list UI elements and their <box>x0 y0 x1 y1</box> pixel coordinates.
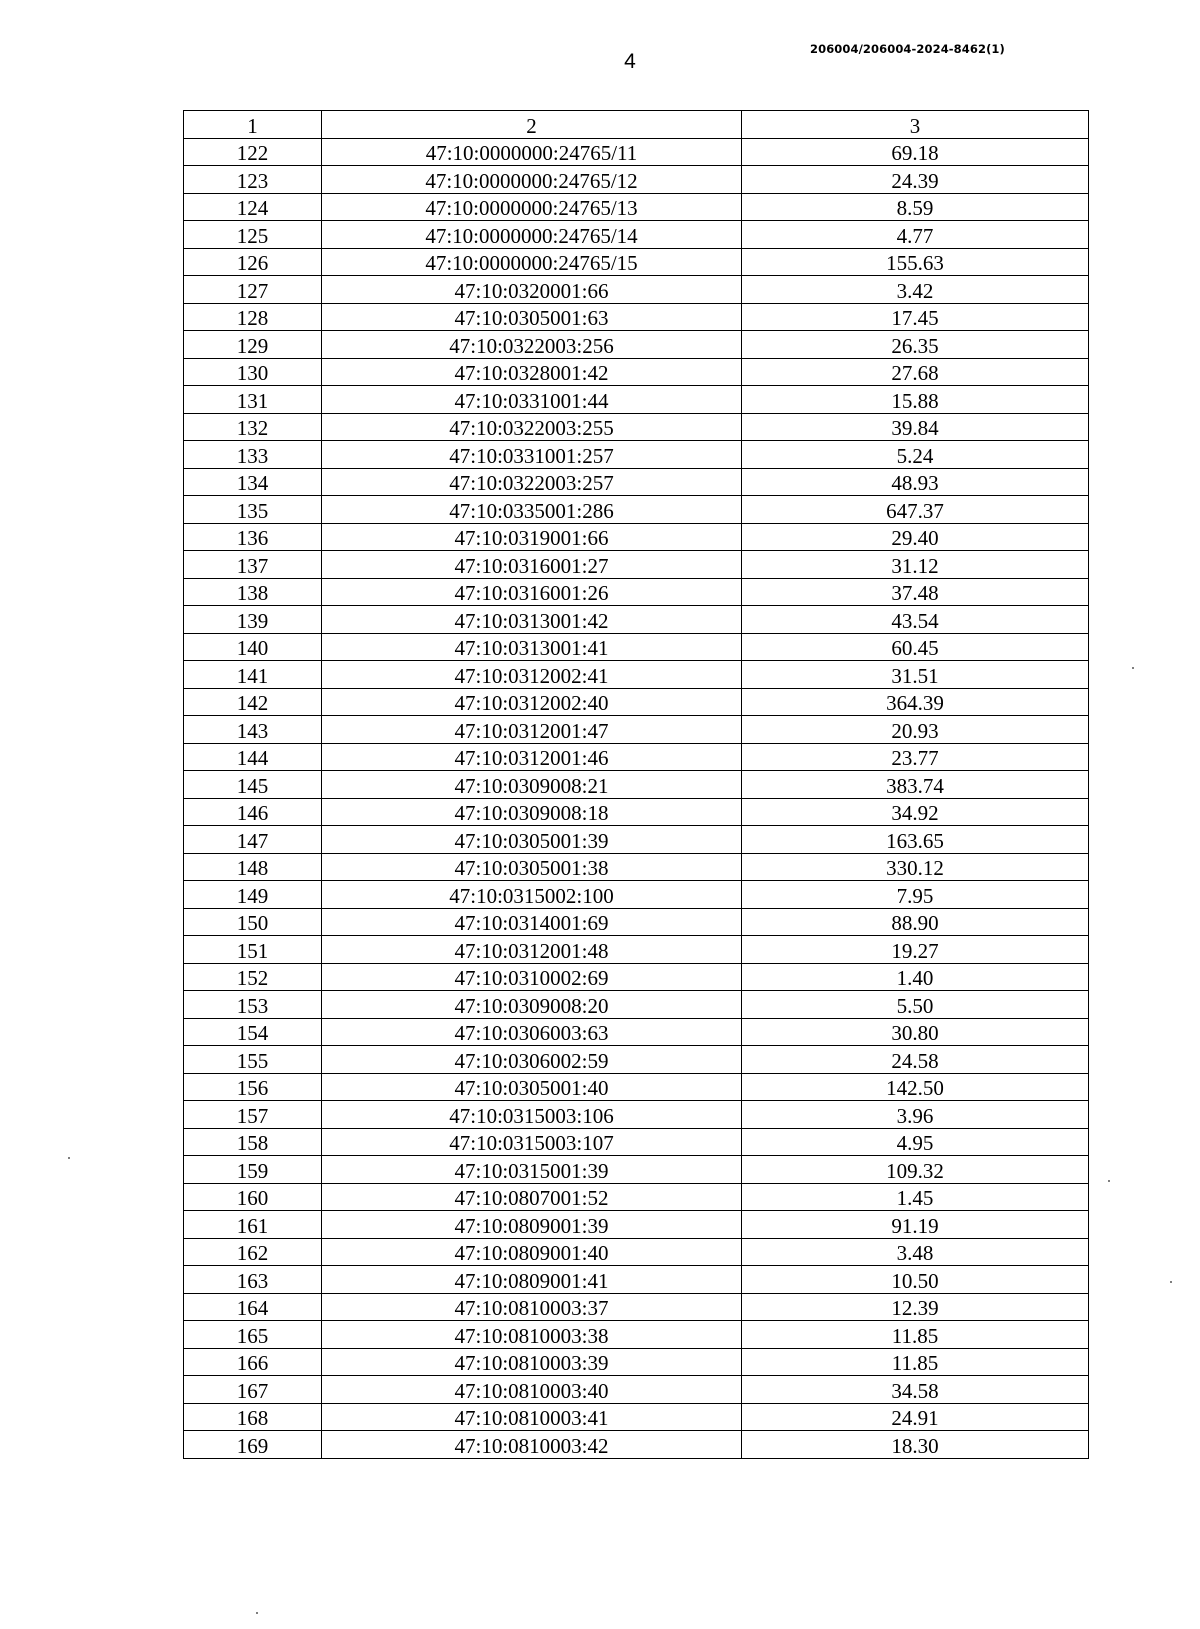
row-number-cell: 123 <box>184 166 322 194</box>
value-cell: 3.48 <box>742 1238 1089 1266</box>
table-body <box>184 111 1089 1459</box>
table-row <box>184 1431 1089 1459</box>
value-cell: 31.12 <box>742 551 1089 579</box>
row-number-cell: 125 <box>184 221 322 249</box>
value-cell: 12.39 <box>742 1293 1089 1321</box>
table-row <box>184 1348 1089 1376</box>
cadastral-number-cell: 47:10:0316001:26 <box>322 578 742 606</box>
value-cell: 3.96 <box>742 1101 1089 1129</box>
cadastral-number-cell: 47:10:0331001:257 <box>322 441 742 469</box>
row-number-cell: 138 <box>184 578 322 606</box>
scan-speck <box>68 1157 70 1159</box>
value-cell: 24.58 <box>742 1046 1089 1074</box>
value-cell: 5.24 <box>742 441 1089 469</box>
row-number-cell: 131 <box>184 386 322 414</box>
cadastral-number-cell: 47:10:0807001:52 <box>322 1183 742 1211</box>
row-number-cell: 168 <box>184 1403 322 1431</box>
table-row <box>184 606 1089 634</box>
cadastral-number-cell: 47:10:0315002:100 <box>322 881 742 909</box>
cadastral-number-cell: 47:10:0305001:39 <box>322 826 742 854</box>
value-cell: 17.45 <box>742 303 1089 331</box>
cadastral-number-cell: 47:10:0809001:39 <box>322 1211 742 1239</box>
table-row <box>184 1183 1089 1211</box>
cadastral-number-cell: 47:10:0000000:24765/12 <box>322 166 742 194</box>
table-row <box>184 661 1089 689</box>
table-row <box>184 523 1089 551</box>
column-header-3: 3 <box>742 111 1089 139</box>
row-number-cell: 167 <box>184 1376 322 1404</box>
row-number-cell: 161 <box>184 1211 322 1239</box>
value-cell: 31.51 <box>742 661 1089 689</box>
value-cell: 26.35 <box>742 331 1089 359</box>
table-row <box>184 276 1089 304</box>
table-row <box>184 1376 1089 1404</box>
cadastral-number-cell: 47:10:0000000:24765/11 <box>322 138 742 166</box>
cadastral-number-cell: 47:10:0310002:69 <box>322 963 742 991</box>
table-row <box>184 1403 1089 1431</box>
cadastral-number-cell: 47:10:0305001:38 <box>322 853 742 881</box>
row-number-cell: 122 <box>184 138 322 166</box>
table-row <box>184 991 1089 1019</box>
cadastral-number-cell: 47:10:0312001:47 <box>322 716 742 744</box>
page-number: 4 <box>624 50 636 73</box>
table-row <box>184 743 1089 771</box>
table-row <box>184 1238 1089 1266</box>
table-row <box>184 716 1089 744</box>
value-cell: 27.68 <box>742 358 1089 386</box>
cadastral-number-cell: 47:10:0000000:24765/15 <box>322 248 742 276</box>
cadastral-number-cell: 47:10:0810003:37 <box>322 1293 742 1321</box>
value-cell: 20.93 <box>742 716 1089 744</box>
value-cell: 383.74 <box>742 771 1089 799</box>
value-cell: 24.39 <box>742 166 1089 194</box>
table-row <box>184 798 1089 826</box>
cadastral-number-cell: 47:10:0322003:257 <box>322 468 742 496</box>
table-row <box>184 1293 1089 1321</box>
cadastral-number-cell: 47:10:0810003:41 <box>322 1403 742 1431</box>
cadastral-number-cell: 47:10:0313001:42 <box>322 606 742 634</box>
value-cell: 8.59 <box>742 193 1089 221</box>
cadastral-number-cell: 47:10:0312002:40 <box>322 688 742 716</box>
document-reference: 206004/206004-2024-8462(1) <box>810 42 1005 56</box>
row-number-cell: 153 <box>184 991 322 1019</box>
cadastral-number-cell: 47:10:0316001:27 <box>322 551 742 579</box>
row-number-cell: 135 <box>184 496 322 524</box>
table-row <box>184 1266 1089 1294</box>
row-number-cell: 166 <box>184 1348 322 1376</box>
row-number-cell: 134 <box>184 468 322 496</box>
cadastral-number-cell: 47:10:0313001:41 <box>322 633 742 661</box>
cadastral-number-cell: 47:10:0305001:63 <box>322 303 742 331</box>
value-cell: 91.19 <box>742 1211 1089 1239</box>
row-number-cell: 136 <box>184 523 322 551</box>
row-number-cell: 150 <box>184 908 322 936</box>
cadastral-number-cell: 47:10:0306002:59 <box>322 1046 742 1074</box>
table-header-row <box>184 111 1089 139</box>
row-number-cell: 146 <box>184 798 322 826</box>
table-row <box>184 688 1089 716</box>
row-number-cell: 152 <box>184 963 322 991</box>
row-number-cell: 141 <box>184 661 322 689</box>
scan-speck <box>1132 667 1134 669</box>
row-number-cell: 145 <box>184 771 322 799</box>
value-cell: 4.95 <box>742 1128 1089 1156</box>
cadastral-number-cell: 47:10:0305001:40 <box>322 1073 742 1101</box>
table-row <box>184 771 1089 799</box>
value-cell: 142.50 <box>742 1073 1089 1101</box>
table-row <box>184 853 1089 881</box>
cadastral-number-cell: 47:10:0322003:255 <box>322 413 742 441</box>
value-cell: 4.77 <box>742 221 1089 249</box>
cadastral-number-cell: 47:10:0000000:24765/13 <box>322 193 742 221</box>
row-number-cell: 142 <box>184 688 322 716</box>
table-row <box>184 441 1089 469</box>
cadastral-number-cell: 47:10:0809001:41 <box>322 1266 742 1294</box>
table-row <box>184 331 1089 359</box>
cadastral-number-cell: 47:10:0315003:106 <box>322 1101 742 1129</box>
row-number-cell: 155 <box>184 1046 322 1074</box>
value-cell: 163.65 <box>742 826 1089 854</box>
table-row <box>184 551 1089 579</box>
value-cell: 69.18 <box>742 138 1089 166</box>
table-row <box>184 496 1089 524</box>
row-number-cell: 148 <box>184 853 322 881</box>
row-number-cell: 144 <box>184 743 322 771</box>
cadastral-number-cell: 47:10:0315003:107 <box>322 1128 742 1156</box>
cadastral-number-cell: 47:10:0810003:42 <box>322 1431 742 1459</box>
table-row <box>184 1211 1089 1239</box>
table-row <box>184 908 1089 936</box>
cadastral-table <box>183 110 1089 1459</box>
value-cell: 24.91 <box>742 1403 1089 1431</box>
row-number-cell: 147 <box>184 826 322 854</box>
row-number-cell: 139 <box>184 606 322 634</box>
table-row <box>184 633 1089 661</box>
value-cell: 48.93 <box>742 468 1089 496</box>
cadastral-number-cell: 47:10:0312002:41 <box>322 661 742 689</box>
row-number-cell: 130 <box>184 358 322 386</box>
value-cell: 19.27 <box>742 936 1089 964</box>
value-cell: 7.95 <box>742 881 1089 909</box>
table-row <box>184 468 1089 496</box>
row-number-cell: 159 <box>184 1156 322 1184</box>
row-number-cell: 126 <box>184 248 322 276</box>
row-number-cell: 124 <box>184 193 322 221</box>
value-cell: 5.50 <box>742 991 1089 1019</box>
value-cell: 1.45 <box>742 1183 1089 1211</box>
cadastral-number-cell: 47:10:0312001:46 <box>322 743 742 771</box>
table-row <box>184 881 1089 909</box>
row-number-cell: 162 <box>184 1238 322 1266</box>
table-row <box>184 303 1089 331</box>
row-number-cell: 129 <box>184 331 322 359</box>
cadastral-number-cell: 47:10:0320001:66 <box>322 276 742 304</box>
value-cell: 15.88 <box>742 386 1089 414</box>
value-cell: 29.40 <box>742 523 1089 551</box>
value-cell: 11.85 <box>742 1348 1089 1376</box>
table-row <box>184 1128 1089 1156</box>
table-row <box>184 1156 1089 1184</box>
value-cell: 364.39 <box>742 688 1089 716</box>
table-row <box>184 1321 1089 1349</box>
table-row <box>184 221 1089 249</box>
cadastral-number-cell: 47:10:0000000:24765/14 <box>322 221 742 249</box>
cadastral-number-cell: 47:10:0312001:48 <box>322 936 742 964</box>
cadastral-number-cell: 47:10:0810003:40 <box>322 1376 742 1404</box>
row-number-cell: 143 <box>184 716 322 744</box>
row-number-cell: 163 <box>184 1266 322 1294</box>
table-row <box>184 358 1089 386</box>
table-row <box>184 936 1089 964</box>
scan-speck <box>256 1612 258 1614</box>
row-number-cell: 137 <box>184 551 322 579</box>
value-cell: 155.63 <box>742 248 1089 276</box>
cadastral-number-cell: 47:10:0322003:256 <box>322 331 742 359</box>
cadastral-number-cell: 47:10:0331001:44 <box>322 386 742 414</box>
cadastral-number-cell: 47:10:0309008:20 <box>322 991 742 1019</box>
value-cell: 39.84 <box>742 413 1089 441</box>
row-number-cell: 127 <box>184 276 322 304</box>
value-cell: 18.30 <box>742 1431 1089 1459</box>
row-number-cell: 156 <box>184 1073 322 1101</box>
table-row <box>184 1046 1089 1074</box>
cadastral-number-cell: 47:10:0810003:39 <box>322 1348 742 1376</box>
table-row <box>184 578 1089 606</box>
value-cell: 88.90 <box>742 908 1089 936</box>
value-cell: 43.54 <box>742 606 1089 634</box>
row-number-cell: 128 <box>184 303 322 331</box>
cadastral-number-cell: 47:10:0309008:21 <box>322 771 742 799</box>
row-number-cell: 160 <box>184 1183 322 1211</box>
value-cell: 23.77 <box>742 743 1089 771</box>
scan-speck <box>1108 1180 1110 1182</box>
row-number-cell: 158 <box>184 1128 322 1156</box>
cadastral-number-cell: 47:10:0319001:66 <box>322 523 742 551</box>
cadastral-number-cell: 47:10:0314001:69 <box>322 908 742 936</box>
row-number-cell: 157 <box>184 1101 322 1129</box>
row-number-cell: 149 <box>184 881 322 909</box>
value-cell: 647.37 <box>742 496 1089 524</box>
scan-speck <box>1170 1281 1172 1283</box>
cadastral-number-cell: 47:10:0306003:63 <box>322 1018 742 1046</box>
table-row <box>184 826 1089 854</box>
value-cell: 109.32 <box>742 1156 1089 1184</box>
cadastral-number-cell: 47:10:0809001:40 <box>322 1238 742 1266</box>
column-header-2: 2 <box>322 111 742 139</box>
value-cell: 34.92 <box>742 798 1089 826</box>
value-cell: 330.12 <box>742 853 1089 881</box>
cadastral-number-cell: 47:10:0328001:42 <box>322 358 742 386</box>
cadastral-number-cell: 47:10:0810003:38 <box>322 1321 742 1349</box>
row-number-cell: 151 <box>184 936 322 964</box>
row-number-cell: 165 <box>184 1321 322 1349</box>
row-number-cell: 154 <box>184 1018 322 1046</box>
row-number-cell: 169 <box>184 1431 322 1459</box>
table-row <box>184 166 1089 194</box>
value-cell: 34.58 <box>742 1376 1089 1404</box>
row-number-cell: 133 <box>184 441 322 469</box>
value-cell: 60.45 <box>742 633 1089 661</box>
value-cell: 37.48 <box>742 578 1089 606</box>
column-header-1: 1 <box>184 111 322 139</box>
table-row <box>184 386 1089 414</box>
cadastral-number-cell: 47:10:0315001:39 <box>322 1156 742 1184</box>
value-cell: 3.42 <box>742 276 1089 304</box>
value-cell: 30.80 <box>742 1018 1089 1046</box>
table-row <box>184 138 1089 166</box>
table-row <box>184 413 1089 441</box>
table-row <box>184 248 1089 276</box>
table-row <box>184 193 1089 221</box>
table-row <box>184 1073 1089 1101</box>
cadastral-number-cell: 47:10:0309008:18 <box>322 798 742 826</box>
table-row <box>184 963 1089 991</box>
value-cell: 11.85 <box>742 1321 1089 1349</box>
cadastral-number-cell: 47:10:0335001:286 <box>322 496 742 524</box>
value-cell: 10.50 <box>742 1266 1089 1294</box>
value-cell: 1.40 <box>742 963 1089 991</box>
table-row <box>184 1101 1089 1129</box>
table-row <box>184 1018 1089 1046</box>
row-number-cell: 132 <box>184 413 322 441</box>
row-number-cell: 140 <box>184 633 322 661</box>
row-number-cell: 164 <box>184 1293 322 1321</box>
